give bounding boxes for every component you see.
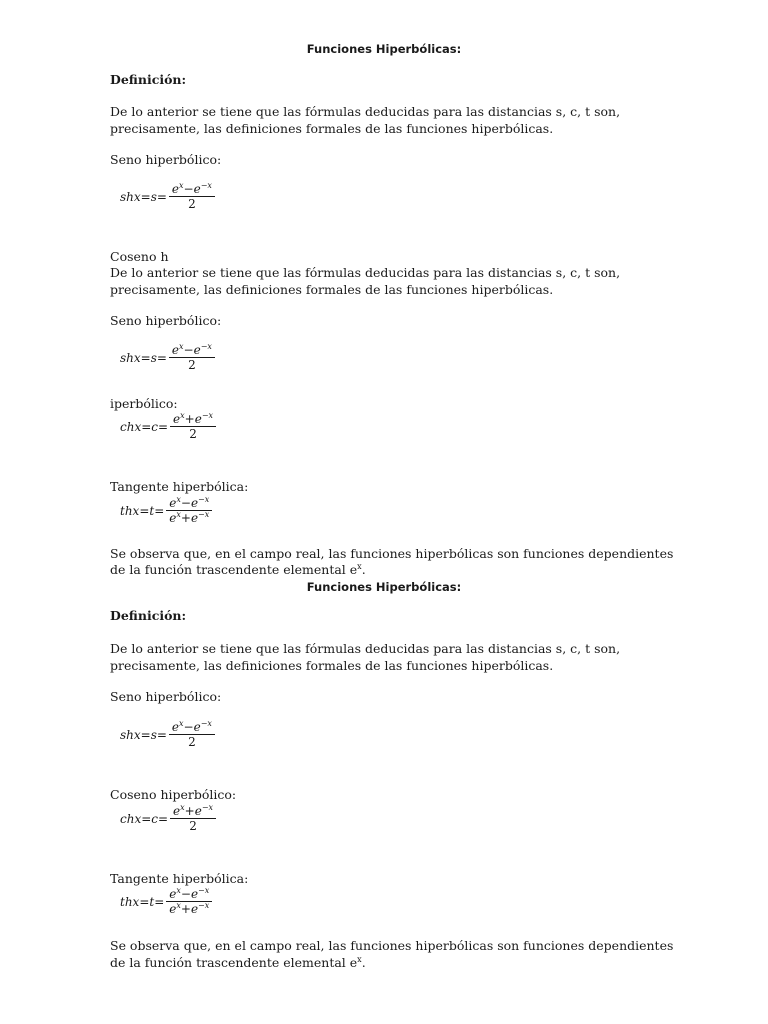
paragraph-line: precisamente, las definiciones formales de las funciones hiperbólicas. (110, 282, 554, 297)
seno-formula (120, 343, 215, 373)
tangente-label: Tangente hiperbólica: (110, 479, 249, 494)
closing-line: de la función trascendente elemental $e^x$. (110, 954, 366, 970)
denominator: 2 (188, 197, 196, 211)
denominator: $e^x+e^{-x}$ (169, 901, 210, 916)
seno-label: Seno hiperbólico: (110, 313, 222, 328)
denominator: 2 (189, 819, 197, 833)
paragraph-line: precisamente, las definiciones formales de las funciones hiperbólicas. (110, 658, 554, 673)
denominator: $e^x+e^{-x}$ (169, 510, 210, 525)
fraction (170, 804, 216, 834)
seno-formula (120, 182, 215, 212)
formula-lhs: thx=t= (120, 504, 165, 518)
numerator: $e^x-e^{-x}$ (169, 182, 215, 197)
fraction (170, 412, 216, 442)
fraction (169, 720, 215, 750)
numerator: $e^x-e^{-x}$ (166, 496, 212, 511)
tangente-formula (120, 496, 212, 526)
numerator: $e^x+e^{-x}$ (170, 412, 216, 427)
closing-line: de la función trascendente elemental $e^x$. (110, 561, 366, 577)
denominator: 2 (188, 735, 196, 749)
document-title: Funciones Hiperbólicas: (306, 580, 462, 594)
fraction (166, 496, 212, 526)
numerator: $e^x+e^{-x}$ (170, 804, 216, 819)
formula-lhs: chx=c= (120, 420, 169, 434)
definition-heading: Definición: (110, 608, 187, 623)
formula-lhs: chx=c= (120, 812, 169, 826)
definition-heading: Definición: (110, 72, 187, 87)
closing-line: Se observa que, en el campo real, las funciones hiperbólicas son funciones dependientes (110, 546, 674, 561)
seno-formula (120, 720, 215, 750)
fraction (169, 182, 215, 212)
closing-line: Se observa que, en el campo real, las funciones hiperbólicas son funciones dependientes (110, 938, 674, 953)
document-title: Funciones Hiperbólicas: (306, 42, 462, 56)
fraction (166, 887, 212, 917)
denominator: 2 (188, 358, 196, 372)
coseno-label: Coseno hiperbólico: (110, 787, 237, 802)
coseno-label: iperbólico: (110, 396, 178, 411)
coseno-formula (120, 804, 216, 834)
coseno-formula (120, 412, 216, 442)
numerator: $e^x-e^{-x}$ (169, 343, 215, 358)
fraction (169, 343, 215, 373)
paragraph-line: precisamente, las definiciones formales de las funciones hiperbólicas. (110, 121, 554, 136)
numerator: $e^x-e^{-x}$ (166, 887, 212, 902)
numerator: $e^x-e^{-x}$ (169, 720, 215, 735)
formula-lhs: shx=s= (120, 728, 167, 742)
formula-lhs: shx=s= (120, 190, 167, 204)
paragraph-line: De lo anterior se tiene que las fórmulas deducidas para las distancias s, c, t son, (110, 104, 621, 119)
tangente-label: Tangente hiperbólica: (110, 871, 249, 886)
tangente-formula (120, 887, 212, 917)
formula-lhs: shx=s= (120, 351, 167, 365)
paragraph-line: De lo anterior se tiene que las fórmulas deducidas para las distancias s, c, t son, (110, 265, 621, 280)
seno-label: Seno hiperbólico: (110, 689, 222, 704)
coseno-fragment: Coseno h (110, 249, 169, 264)
formula-lhs: thx=t= (120, 895, 165, 909)
paragraph-line: De lo anterior se tiene que las fórmulas deducidas para las distancias s, c, t son, (110, 641, 621, 656)
seno-label: Seno hiperbólico: (110, 152, 222, 167)
denominator: 2 (189, 427, 197, 441)
